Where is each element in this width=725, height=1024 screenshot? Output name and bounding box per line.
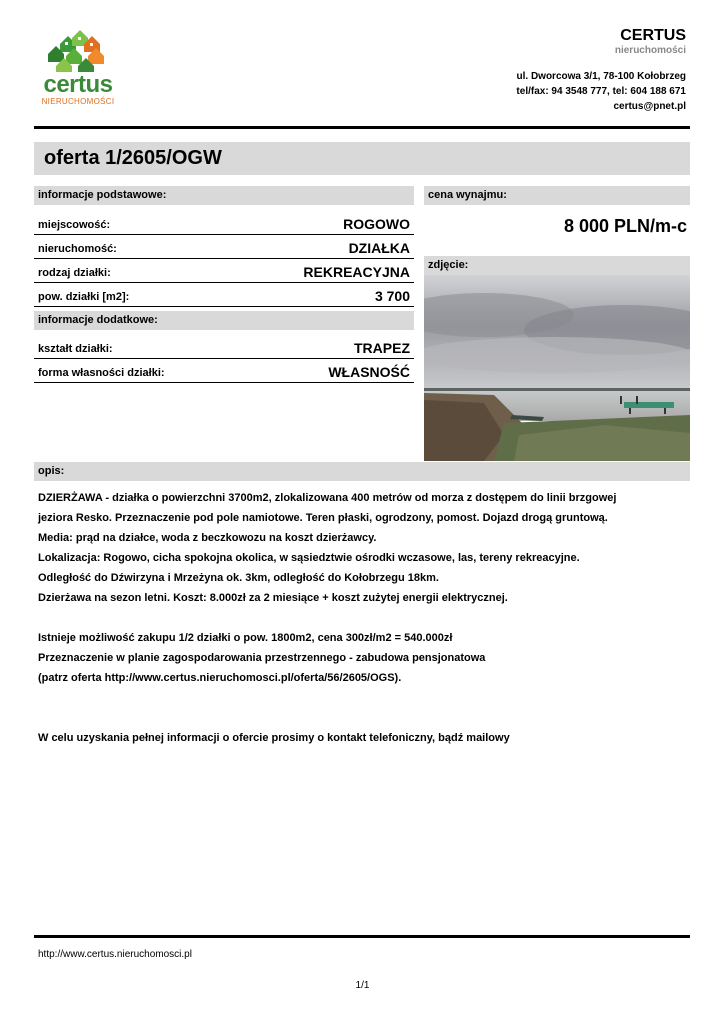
company-name: CERTUS bbox=[620, 27, 686, 44]
description-line: Odległość do Dźwirzyna i Mrzeżyna ok. 3km, odległość do Kołobrzegu 18km. bbox=[38, 572, 439, 584]
row-label: rodzaj działki: bbox=[38, 267, 111, 279]
page-number: 1/1 bbox=[355, 980, 370, 991]
info-row-property bbox=[34, 235, 414, 259]
basic-info-heading: informacje podstawowe: bbox=[34, 186, 414, 205]
description-line: W celu uzyskania pełnej informacji o ofercie prosimy o kontakt telefoniczny, bądź mailowy bbox=[38, 732, 510, 744]
footer-divider bbox=[34, 935, 690, 938]
description-line: Dzierżawa na sezon letni. Koszt: 8.000zł za 2 miesiące + koszt zużytej energii elektrycznej. bbox=[38, 592, 508, 604]
company-subtitle: nieruchomości bbox=[614, 45, 686, 56]
description-heading: opis: bbox=[34, 462, 690, 481]
row-value: TRAPEZ bbox=[354, 340, 410, 356]
contact-block bbox=[516, 69, 686, 114]
description-line: Media: prąd na działce, woda z beczkowozu na koszt dzierżawcy. bbox=[38, 532, 377, 544]
info-row-plot-type bbox=[34, 259, 414, 283]
address-line: ul. Dworcowa 3/1, 78-100 Kołobrzeg bbox=[516, 71, 686, 82]
info-row-area bbox=[34, 283, 414, 307]
description-line: DZIERŻAWA - działka o powierzchni 3700m2, zlokalizowana 400 metrów od morza z dostępem do linii brzgowej bbox=[38, 492, 617, 504]
row-label: nieruchomość: bbox=[38, 243, 117, 255]
description-line: Istnieje możliwość zakupu 1/2 działki o pow. 1800m2, cena 300zł/m2 = 540.000zł bbox=[38, 632, 453, 644]
description-line: Przeznaczenie w planie zagospodarowania przestrzennego - zabudowa pensjonatowa bbox=[38, 652, 486, 664]
offer-title: oferta 1/2605/OGW bbox=[44, 147, 222, 169]
info-row-location bbox=[34, 211, 414, 235]
price-heading: cena wynajmu: bbox=[424, 186, 690, 205]
photo-heading: zdjęcie: bbox=[424, 256, 690, 275]
logo-subtitle: NIERUCHOMOŚCI bbox=[41, 97, 115, 106]
row-value: 3 700 bbox=[374, 288, 410, 304]
extra-info-heading: informacje dodatkowe: bbox=[34, 311, 414, 330]
price-value: 8 000 PLN/m-c bbox=[563, 216, 687, 236]
description-line: Lokalizacja: Rogowo, cicha spokojna okolica, w sąsiedztwie ośrodki wczasowe, las, tereny rekreacyjne. bbox=[38, 552, 580, 564]
description-line: jeziora Resko. Przeznaczenie pod pole namiotowe. Teren płaski, ogrodzony, pomost. Dojazd drogą gruntową. bbox=[38, 512, 608, 524]
header-divider bbox=[34, 126, 690, 129]
logo-wordmark: certus bbox=[43, 71, 113, 98]
row-value: ROGOWO bbox=[343, 216, 410, 232]
description-body bbox=[38, 488, 688, 748]
email-link[interactable]: certus@pnet.pl bbox=[613, 101, 686, 112]
row-label: forma własności działki: bbox=[38, 367, 165, 379]
row-value: DZIAŁKA bbox=[348, 240, 410, 256]
info-row-ownership bbox=[34, 359, 414, 383]
row-label: pow. działki [m2]: bbox=[38, 291, 130, 303]
info-row-shape bbox=[34, 335, 414, 359]
row-label: kształt działki: bbox=[38, 343, 113, 355]
footer-url-link[interactable]: http://www.certus.nieruchomosci.pl bbox=[38, 949, 192, 960]
row-label: miejscowość: bbox=[38, 219, 111, 231]
row-value: WŁASNOŚĆ bbox=[328, 364, 410, 380]
row-value: REKREACYJNA bbox=[303, 264, 410, 280]
property-photo bbox=[424, 275, 690, 461]
description-line: (patrz oferta http://www.certus.nieruchomosci.pl/oferta/56/2605/OGS). bbox=[38, 672, 402, 684]
company-block bbox=[615, 27, 686, 56]
phone-line: tel/fax: 94 3548 777, tel: 604 188 671 bbox=[516, 86, 686, 97]
